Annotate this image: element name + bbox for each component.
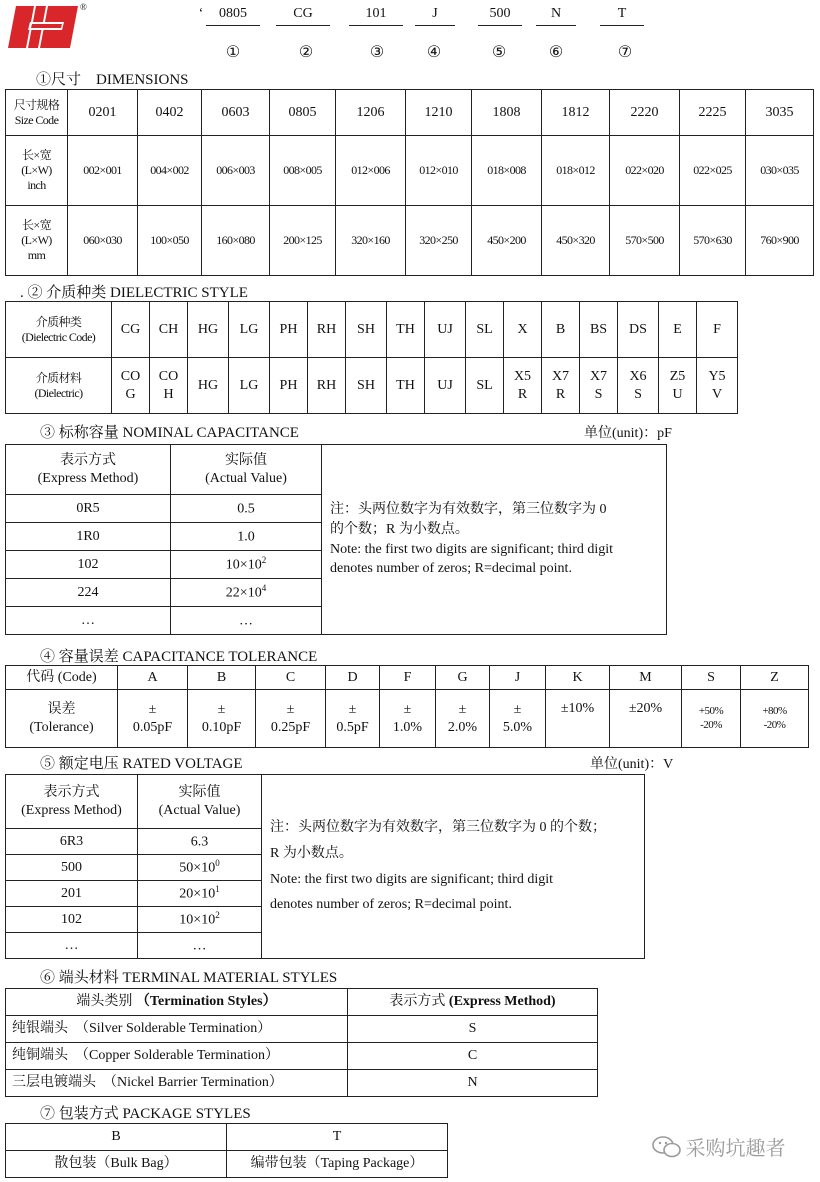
tolerance-title: ④ 容量误差 CAPACITANCE TOLERANCE <box>40 649 318 665</box>
dielectric-code-cell: X <box>504 302 542 358</box>
tolerance-code-label: 代码 (Code) <box>6 666 118 690</box>
registered-mark: ® <box>80 2 87 12</box>
brand-logo-mark <box>6 4 84 50</box>
brand-logo <box>6 2 87 50</box>
terminal-code-cell: N <box>348 1070 598 1097</box>
dielectric-material-cell: UJ <box>425 358 466 414</box>
tolerance-code-cell: J <box>490 666 546 690</box>
capacitance-value: 1.0 <box>171 523 322 551</box>
dielectric-material-cell: Y5 V <box>697 358 738 414</box>
voltage-code: 6R3 <box>6 829 138 855</box>
dielectric-material-cell: RH <box>308 358 346 414</box>
tolerance-value-cell: ± 5.0% <box>490 690 546 748</box>
voltage-value: 6.3 <box>138 829 262 855</box>
dielectric-material-cell: CO G <box>112 358 150 414</box>
mm-cell: 200×125 <box>270 206 336 276</box>
voltage-table <box>5 774 645 959</box>
size-code-label: 尺寸规格 Size Code <box>6 90 68 136</box>
tolerance-code-cell: K <box>546 666 610 690</box>
mm-cell: 570×500 <box>610 206 680 276</box>
terminal-title: ⑥ 端头材料 TERMINAL MATERIAL STYLES <box>40 970 338 986</box>
mm-cell: 450×200 <box>472 206 542 276</box>
voltage-value: $20\times 10^1$ <box>138 881 262 907</box>
terminal-table <box>5 988 598 1097</box>
package-label-cell: 散包装（Bulk Bag） <box>6 1151 227 1178</box>
size-code-cell: 0402 <box>138 90 202 136</box>
tolerance-value-cell: ± 0.5pF <box>326 690 380 748</box>
dielectric-code-cell: CG <box>112 302 150 358</box>
dielectric-code-cell: CH <box>150 302 188 358</box>
size-code-cell: 2225 <box>680 90 746 136</box>
inch-row-label: 长×宽 (L×W) inch <box>6 136 68 206</box>
dielectric-code-cell: PH <box>270 302 308 358</box>
tolerance-code-cell: Z <box>741 666 809 690</box>
part-code-segment: N <box>550 6 562 21</box>
dielectric-code-cell: TH <box>387 302 425 358</box>
dielectric-material-cell: X7 S <box>580 358 618 414</box>
mm-cell: 760×900 <box>746 206 814 276</box>
terminal-style-cell: 三层电镀端头 （Nickel Barrier Termination） <box>6 1070 348 1097</box>
part-code-number: ⑦ <box>617 44 633 61</box>
capacitance-head-value: 实际值 (Actual Value) <box>171 445 322 495</box>
voltage-code: … <box>6 933 138 959</box>
size-code-cell: 2220 <box>610 90 680 136</box>
inch-cell: 012×006 <box>336 136 406 206</box>
dimensions-table <box>5 89 814 276</box>
part-code-segment: 101 <box>365 6 387 21</box>
tolerance-code-cell: A <box>118 666 188 690</box>
capacitance-note: 注：头两位数字为有效数字，第三位数字为 0 的个数；R 为小数点。 Note: the first two digits are significant; third digit denotes number of zeros; R=decimal point. <box>322 445 667 635</box>
voltage-head-value: 实际值 (Actual Value) <box>138 775 262 829</box>
tolerance-code-cell: S <box>682 666 741 690</box>
dielectric-material-cell: PH <box>270 358 308 414</box>
terminal-head-method: 表示方式 (Express Method) <box>348 989 598 1016</box>
package-code-cell: B <box>6 1124 227 1151</box>
package-table <box>5 1123 448 1178</box>
part-code-segment: T <box>617 6 627 21</box>
capacitance-code: 1R0 <box>6 523 171 551</box>
dielectric-code-cell: F <box>697 302 738 358</box>
size-code-cell: 0201 <box>68 90 138 136</box>
inch-cell: 004×002 <box>138 136 202 206</box>
inch-cell: 022×025 <box>680 136 746 206</box>
inch-cell: 006×003 <box>202 136 270 206</box>
package-title: ⑦ 包装方式 PACKAGE STYLES <box>40 1106 251 1122</box>
part-code-segment: 500 <box>489 6 511 21</box>
size-code-cell: 0603 <box>202 90 270 136</box>
voltage-code: 102 <box>6 907 138 933</box>
dielectric-material-cell: SL <box>466 358 504 414</box>
tolerance-value-cell: ± 0.05pF <box>118 690 188 748</box>
part-code-number: ⑤ <box>491 44 507 61</box>
package-code-cell: T <box>227 1124 448 1151</box>
dielectric-code-cell: BS <box>580 302 618 358</box>
capacitance-code: … <box>6 607 171 635</box>
dielectric-material-cell: SH <box>346 358 387 414</box>
capacitance-head-method: 表示方式 (Express Method) <box>6 445 171 495</box>
tolerance-value-cell: +80% -20% <box>741 690 809 748</box>
capacitance-value: 0.5 <box>171 495 322 523</box>
dielectric-material-cell: HG <box>188 358 229 414</box>
tolerance-value-cell: ± 2.0% <box>436 690 490 748</box>
part-code-number: ③ <box>369 44 385 61</box>
part-code-segment: J <box>432 6 438 21</box>
tolerance-code-cell: B <box>188 666 256 690</box>
capacitance-code: 102 <box>6 551 171 579</box>
dielectric-material-cell: X5 R <box>504 358 542 414</box>
dielectric-code-cell: UJ <box>425 302 466 358</box>
voltage-code: 500 <box>6 855 138 881</box>
dimensions-title: ①尺寸 DIMENSIONS <box>36 72 189 88</box>
part-code-number: ② <box>298 44 314 61</box>
mm-cell: 160×080 <box>202 206 270 276</box>
dielectric-material-label: 介质材料 (Dielectric) <box>6 358 112 414</box>
inch-cell: 008×005 <box>270 136 336 206</box>
voltage-head-method: 表示方式 (Express Method) <box>6 775 138 829</box>
terminal-code-cell: S <box>348 1016 598 1043</box>
terminal-style-cell: 纯银端头 （Silver Solderable Termination） <box>6 1016 348 1043</box>
package-label-cell: 编带包装（Taping Package） <box>227 1151 448 1178</box>
voltage-value: $10\times 10^2$ <box>138 907 262 933</box>
tolerance-value-cell: ± 0.25pF <box>256 690 326 748</box>
tolerance-value-cell: +50% -20% <box>682 690 741 748</box>
voltage-value: $50\times 10^0$ <box>138 855 262 881</box>
tolerance-value-cell: ± 1.0% <box>380 690 436 748</box>
capacitance-title: ③ 标称容量 NOMINAL CAPACITANCE <box>40 425 299 441</box>
part-code-segment: 0805 <box>219 6 247 21</box>
dielectric-code-cell: DS <box>618 302 659 358</box>
tolerance-table <box>5 665 809 748</box>
inch-cell: 002×001 <box>68 136 138 206</box>
size-code-cell: 1206 <box>336 90 406 136</box>
size-code-cell: 3035 <box>746 90 814 136</box>
capacitance-code: 224 <box>6 579 171 607</box>
part-code-lead-mark: ʻ <box>198 6 204 21</box>
dielectric-code-cell: LG <box>229 302 270 358</box>
tolerance-code-cell: F <box>380 666 436 690</box>
dielectric-code-cell: RH <box>308 302 346 358</box>
dielectric-code-cell: E <box>659 302 697 358</box>
mm-cell: 320×250 <box>406 206 472 276</box>
voltage-note: 注：头两位数字为有效数字，第三位数字为 0 的个数； R 为小数点。 Note: the first two digits are significant; third digit denotes number of zeros; R=decimal point. <box>262 775 645 959</box>
size-code-cell: 0805 <box>270 90 336 136</box>
part-code-number: ⑥ <box>548 44 564 61</box>
dielectric-code-label: 介质种类 (Dielectric Code) <box>6 302 112 358</box>
capacitance-value: $10\times 10^2$ <box>171 551 322 579</box>
inch-cell: 012×010 <box>406 136 472 206</box>
tolerance-value-cell: ±10% <box>546 690 610 748</box>
dielectric-code-cell: SH <box>346 302 387 358</box>
tolerance-code-cell: G <box>436 666 490 690</box>
inch-cell: 030×035 <box>746 136 814 206</box>
mm-cell: 320×160 <box>336 206 406 276</box>
dielectric-material-cell: LG <box>229 358 270 414</box>
part-code-number: ① <box>225 44 241 61</box>
voltage-unit: 单位(unit)：V <box>590 757 674 772</box>
dielectric-material-cell: TH <box>387 358 425 414</box>
size-code-cell: 1808 <box>472 90 542 136</box>
capacitance-code: 0R5 <box>6 495 171 523</box>
tolerance-value-cell: ± 0.10pF <box>188 690 256 748</box>
watermark-text: 采购坑趣者 <box>685 1136 786 1160</box>
watermark <box>652 1132 786 1161</box>
tolerance-code-cell: C <box>256 666 326 690</box>
wechat-icon <box>652 1135 682 1159</box>
part-code-number: ④ <box>426 44 442 61</box>
tolerance-value-cell: ±20% <box>610 690 682 748</box>
terminal-code-cell: C <box>348 1043 598 1070</box>
size-code-cell: 1812 <box>542 90 610 136</box>
dielectric-title: . ② 介质种类 DIELECTRIC STYLE <box>20 285 248 301</box>
voltage-title: ⑤ 额定电压 RATED VOLTAGE <box>40 756 243 772</box>
part-code-segment: CG <box>293 6 313 21</box>
tolerance-value-label: 误差 (Tolerance) <box>6 690 118 748</box>
capacitance-value: $22\times 10^4$ <box>171 579 322 607</box>
inch-cell: 022×020 <box>610 136 680 206</box>
tolerance-code-cell: M <box>610 666 682 690</box>
capacitance-table <box>5 444 667 635</box>
mm-cell: 570×630 <box>680 206 746 276</box>
size-code-cell: 1210 <box>406 90 472 136</box>
mm-cell: 450×320 <box>542 206 610 276</box>
mm-cell: 060×030 <box>68 206 138 276</box>
dielectric-code-cell: B <box>542 302 580 358</box>
capacitance-value: … <box>171 607 322 635</box>
capacitance-unit: 单位(unit)：pF <box>584 426 672 441</box>
dielectric-material-cell: Z5 U <box>659 358 697 414</box>
mm-row-label: 长×宽 (L×W) mm <box>6 206 68 276</box>
terminal-style-cell: 纯铜端头 （Copper Solderable Termination） <box>6 1043 348 1070</box>
voltage-code: 201 <box>6 881 138 907</box>
inch-cell: 018×012 <box>542 136 610 206</box>
dielectric-code-cell: HG <box>188 302 229 358</box>
dielectric-code-cell: SL <box>466 302 504 358</box>
dielectric-material-cell: X6 S <box>618 358 659 414</box>
dielectric-material-cell: CO H <box>150 358 188 414</box>
tolerance-code-cell: D <box>326 666 380 690</box>
dielectric-material-cell: X7 R <box>542 358 580 414</box>
inch-cell: 018×008 <box>472 136 542 206</box>
voltage-value: … <box>138 933 262 959</box>
terminal-head-style: 端头类别 （Termination Styles） <box>6 989 348 1016</box>
dielectric-table <box>5 301 738 414</box>
mm-cell: 100×050 <box>138 206 202 276</box>
